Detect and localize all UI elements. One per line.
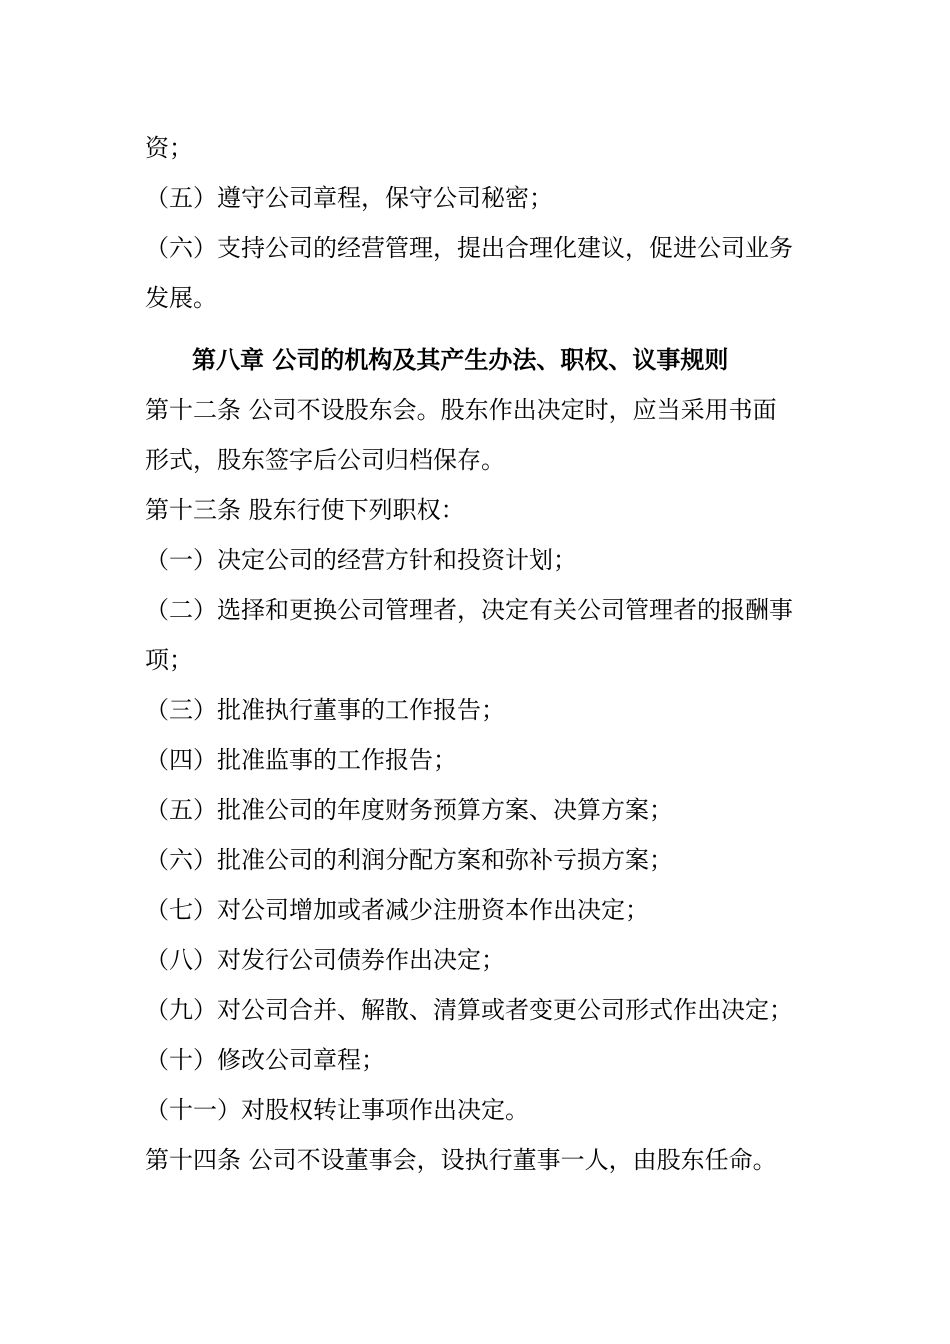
text-line: （十一）对股权转让事项作出决定。 — [145, 1096, 529, 1124]
text-line: 发展。 — [145, 284, 217, 312]
text-line: 资； — [145, 134, 193, 162]
text-line: 形式，股东签字后公司归档保存。 — [145, 446, 505, 474]
text-line: 第十二条 公司不设股东会。股东作出决定时，应当采用书面 — [145, 396, 777, 424]
text-line: （九）对公司合并、解散、清算或者变更公司形式作出决定； — [145, 996, 793, 1024]
text-line: （一）决定公司的经营方针和投资计划； — [145, 546, 577, 574]
text-line: 项； — [145, 646, 193, 674]
text-line: （四）批准监事的工作报告； — [145, 746, 457, 774]
text-line: （八）对发行公司债券作出决定； — [145, 946, 505, 974]
text-line: （五）批准公司的年度财务预算方案、决算方案； — [145, 796, 673, 824]
document-page — [145, 123, 815, 1185]
text-line: 第十三条 股东行使下列职权： — [145, 496, 465, 524]
text-line: （六）支持公司的经营管理，提出合理化建议，促进公司业务 — [145, 234, 793, 262]
text-line: 第十四条 公司不设董事会，设执行董事一人，由股东任命。 — [145, 1146, 777, 1174]
text-line: （十）修改公司章程； — [145, 1046, 385, 1074]
text-line: （七）对公司增加或者减少注册资本作出决定； — [145, 896, 649, 924]
text-line: （六）批准公司的利润分配方案和弥补亏损方案； — [145, 846, 673, 874]
chapter-heading: 第八章 公司的机构及其产生办法、职权、议事规则 — [192, 345, 729, 374]
text-line: （五）遵守公司章程，保守公司秘密； — [145, 184, 553, 212]
text-line: （三）批准执行董事的工作报告； — [145, 696, 505, 724]
text-line: （二）选择和更换公司管理者，决定有关公司管理者的报酬事 — [145, 596, 793, 624]
